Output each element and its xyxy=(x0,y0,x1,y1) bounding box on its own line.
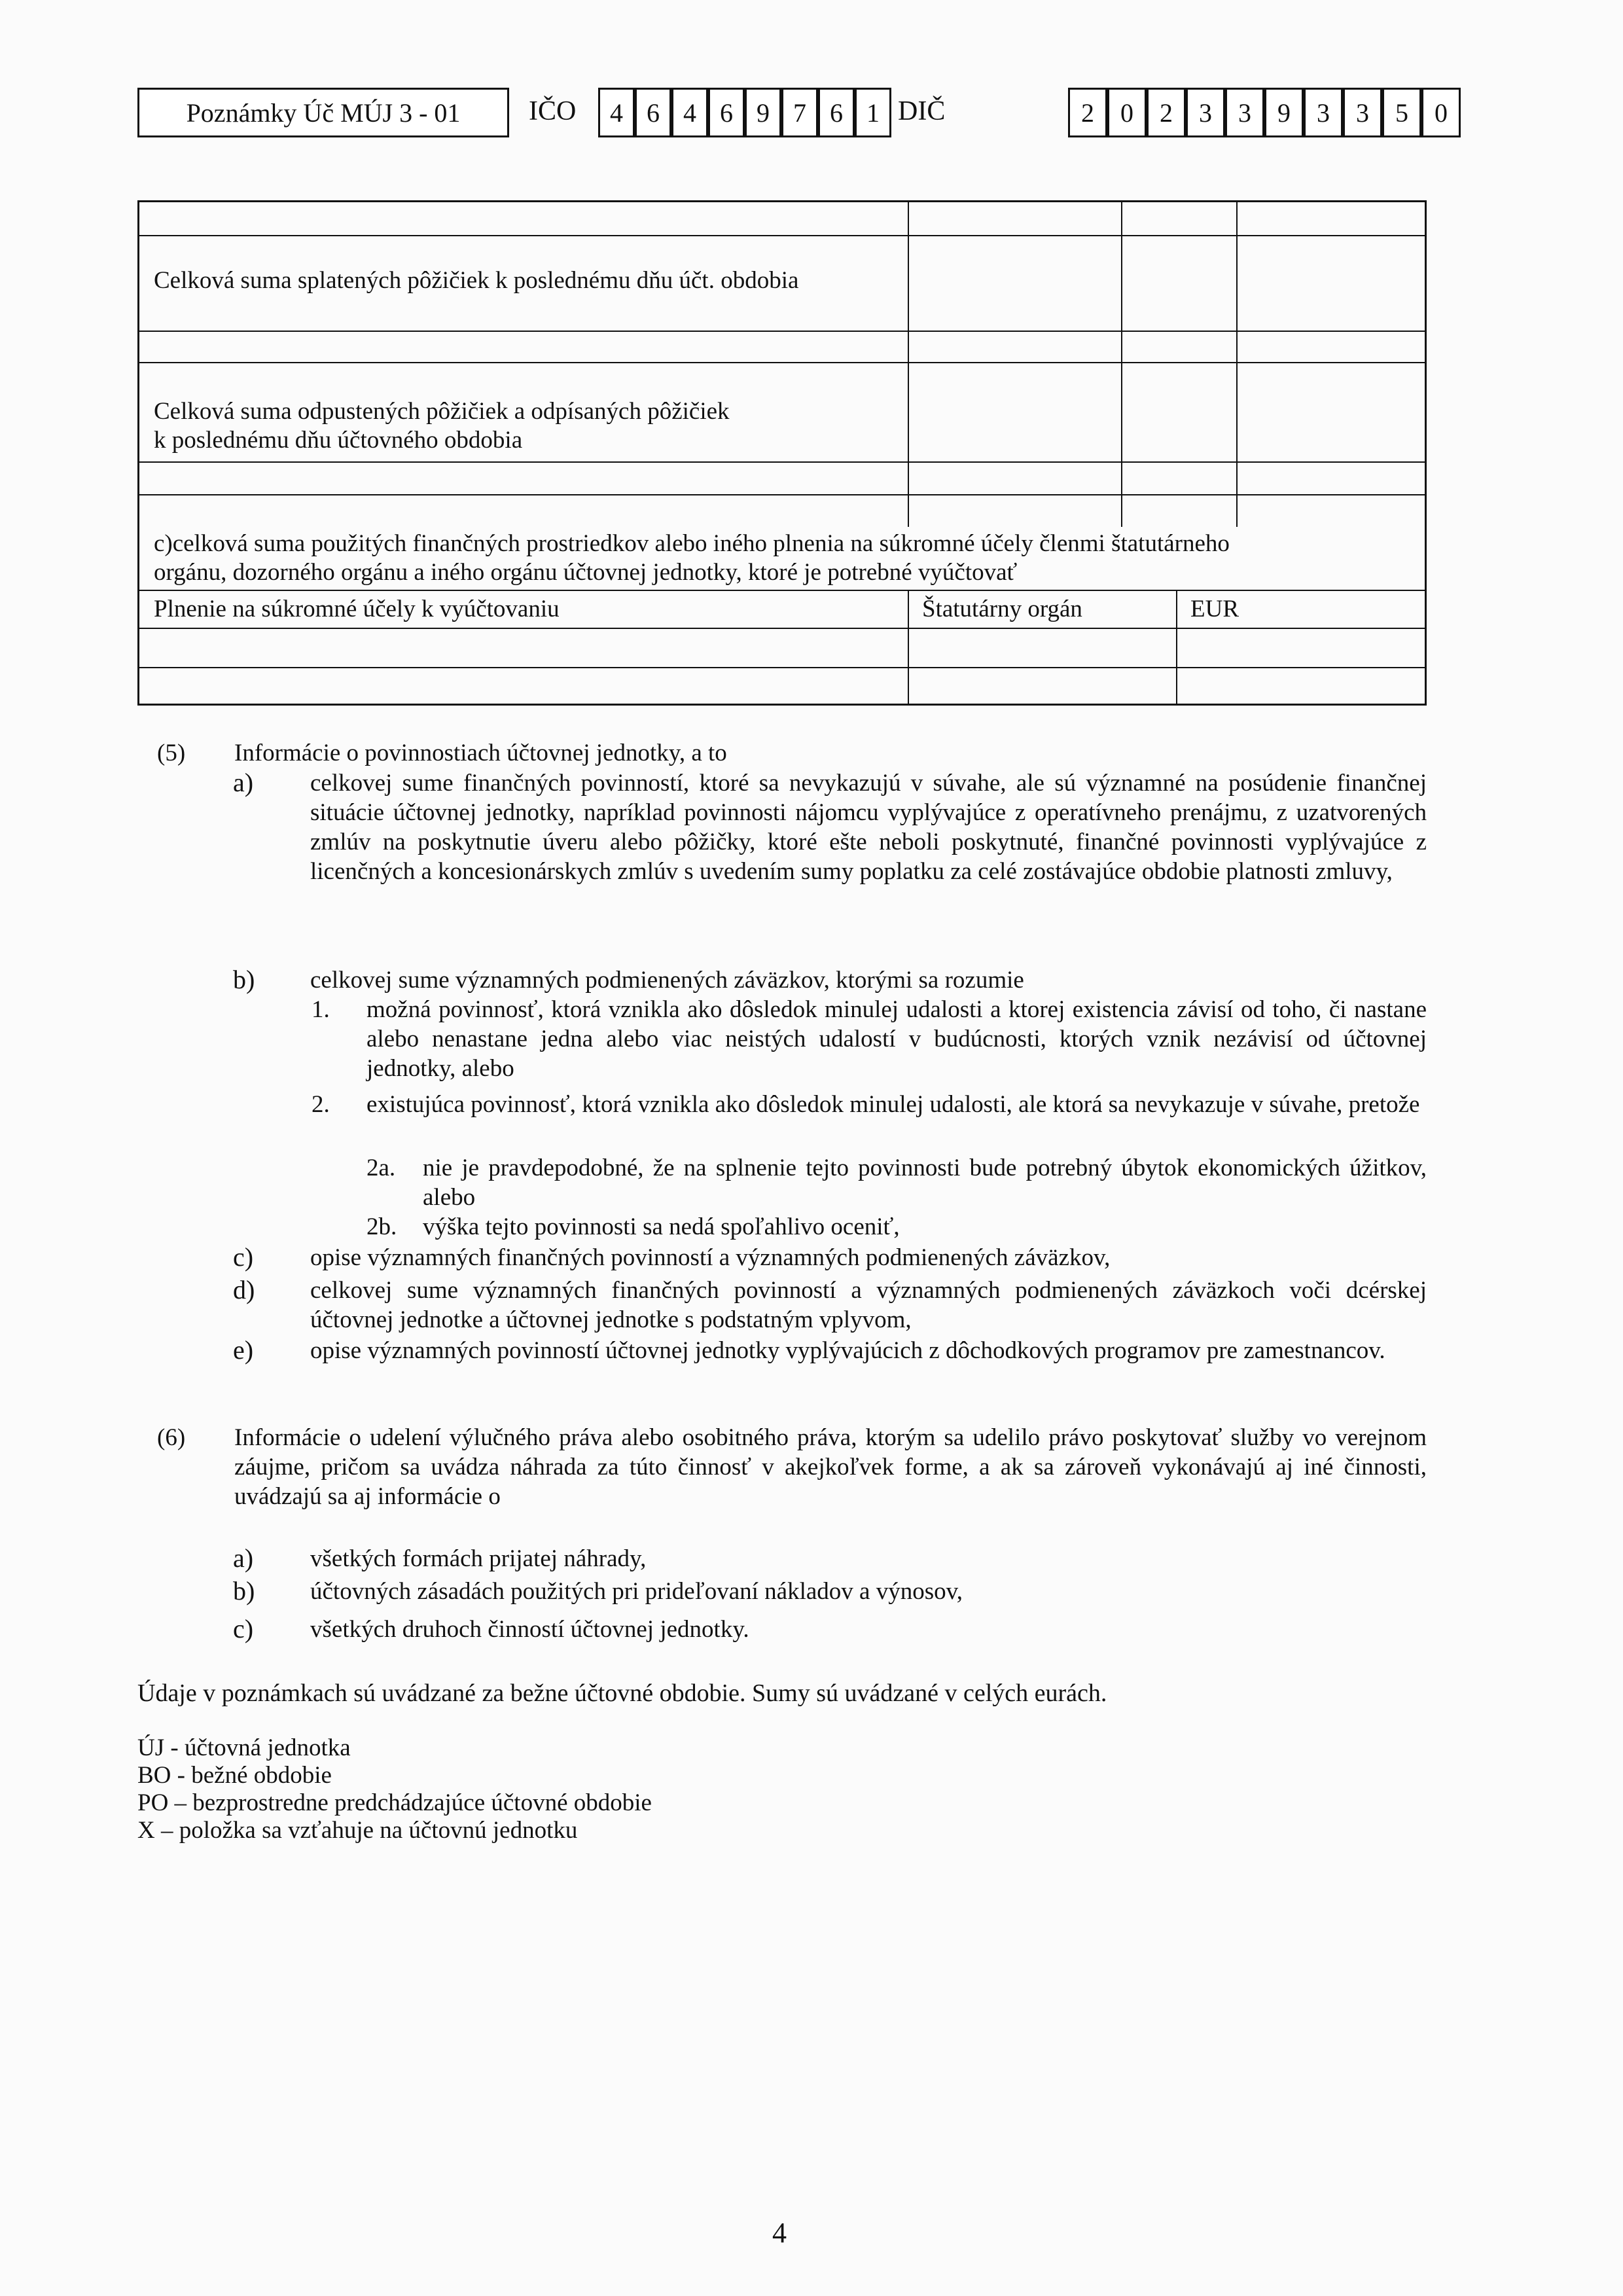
section-6-heading: Informácie o udelení výlučného práva alebo osobitného práva, ktorým sa udelilo právo poskytovať služby vo verejnom záujme, pričom sa uvádza náhrada za túto činnosť v akejkoľvek forme, a ak sa zároveň vykonávajú aj iné činnosti, uvádzajú sa aj informácie o xyxy=(234,1424,1427,1510)
col-header-statutar: Štatutárny orgán xyxy=(922,596,1082,622)
dic-digit: 3 xyxy=(1225,88,1264,137)
section-5-a-label: a) xyxy=(233,768,254,797)
dic-digit: 0 xyxy=(1421,88,1461,137)
table-rule xyxy=(139,461,1425,463)
section-5-c-label: c) xyxy=(233,1242,254,1272)
ico-digit: 6 xyxy=(818,88,855,137)
form-title: Poznámky Úč MÚJ 3 - 01 xyxy=(186,98,461,128)
section-6-c-text: všetkých druhoch činností účtovnej jednotky. xyxy=(310,1616,749,1643)
col-header-plnenie: Plnenie na súkromné účely k vyúčtovaniu xyxy=(154,596,560,622)
table-rule xyxy=(139,628,1425,629)
section-5-a-text: celkovej sume finančných povinností, ktoré sa nevykazujú v súvahe, ale sú významné na posúdenie finančnej situácie účtovnej jednotky, napríklad povinnosti nájomcu vyplývajúce z operatívneho prenájmu, z uzatvorených zmlúv na poskytnutie úveru alebo pôžičky, ktoré ešte neboli poskytnuté, finančné povinnosti vyplývajúce z licenčných a koncesionárskych zmlúv s uvedením sumy poplatku za celé zostávajúce obdobie platnosti zmluvy, xyxy=(310,770,1427,885)
table-rule xyxy=(908,590,909,704)
section-5-b2b-text: výška tejto povinnosti sa nedá spoľahlivo oceniť, xyxy=(423,1213,900,1240)
section-5-b-label: b) xyxy=(233,965,255,994)
table-rule xyxy=(139,235,1425,236)
section-6-a-label: a) xyxy=(233,1543,254,1573)
form-title-box xyxy=(137,88,509,137)
table-rule xyxy=(139,590,1425,591)
dic-label: DIČ xyxy=(898,96,946,126)
dic-digit: 0 xyxy=(1107,88,1147,137)
col-header-eur: EUR xyxy=(1190,596,1239,622)
section-5-e-text: opise významných povinností účtovnej jednotky vyplývajúcich z dôchodkových programov pre zamestnancov. xyxy=(310,1337,1385,1364)
dic-digit: 3 xyxy=(1186,88,1225,137)
dic-digit: 2 xyxy=(1147,88,1186,137)
legend-bo: BO - bežné obdobie xyxy=(137,1762,332,1789)
loans-table xyxy=(137,200,1427,706)
table-rule xyxy=(1236,202,1238,527)
row-forgiven-loans: Celková suma odpustených pôžičiek a odpísaných pôžičiek xyxy=(154,398,730,425)
section-5-e-label: e) xyxy=(233,1335,254,1365)
section-5-c-text: opise významných finančných povinností a významných podmienených záväzkov, xyxy=(310,1244,1111,1271)
section-5-b1-number: 1. xyxy=(312,996,330,1023)
section-c-heading: c)celková suma použitých finančných prostriedkov alebo iného plnenia na súkromné účely členmi štatutárneho xyxy=(154,530,1230,557)
section-5-b2a-text: nie je pravdepodobné, že na splnenie tejto povinnosti bude potrebný úbytok ekonomických úžitkov, alebo xyxy=(423,1155,1427,1211)
table-rule xyxy=(139,494,1425,495)
dic-digit: 5 xyxy=(1382,88,1421,137)
section-5-b2-number: 2. xyxy=(312,1091,330,1118)
table-rule xyxy=(139,362,1425,363)
section-6-number: (6) xyxy=(157,1424,186,1451)
section-6-c-label: c) xyxy=(233,1614,254,1643)
section-c-heading-cont: orgánu, dozorného orgánu a iného orgánu účtovnej jednotky, ktoré je potrebné vyúčtovať xyxy=(154,559,1018,586)
section-6-b-label: b) xyxy=(233,1576,255,1605)
ico-digit: 1 xyxy=(855,88,891,137)
table-rule xyxy=(1121,202,1122,527)
section-5-heading: Informácie o povinnostiach účtovnej jednotky, a to xyxy=(234,740,727,766)
legend-po: PO – bezprostredne predchádzajúce účtovné obdobie xyxy=(137,1789,652,1816)
section-6-b-text: účtovných zásadách použitých pri prideľovaní nákladov a výnosov, xyxy=(310,1578,963,1605)
row-repaid-loans: Celková suma splatených pôžičiek k poslednému dňu účt. obdobia xyxy=(154,267,799,294)
table-rule xyxy=(908,202,909,527)
section-5-b2-text: existujúca povinnosť, ktorá vznikla ako dôsledok minulej udalosti, ale ktorá sa nevykazuje v súvahe, pretože xyxy=(366,1091,1420,1118)
table-rule xyxy=(139,331,1425,332)
row-forgiven-loans-cont: k poslednému dňu účtovného obdobia xyxy=(154,427,523,454)
dic-digit: 9 xyxy=(1264,88,1304,137)
dic-digit: 3 xyxy=(1304,88,1343,137)
section-5-number: (5) xyxy=(157,740,186,766)
ico-digit: 9 xyxy=(745,88,781,137)
legend-uj: ÚJ - účtovná jednotka xyxy=(137,1734,351,1761)
section-5-b-text: celkovej sume významných podmienených záväzkov, ktorými sa rozumie xyxy=(310,967,1024,994)
legend-x: X – položka sa vzťahuje na účtovnú jednotku xyxy=(137,1817,578,1844)
section-5-b2a-number: 2a. xyxy=(366,1155,396,1181)
page-number: 4 xyxy=(772,2217,787,2249)
ico-digit: 4 xyxy=(671,88,708,137)
ico-digit: 4 xyxy=(598,88,635,137)
ico-label: IČO xyxy=(529,96,577,126)
table-rule xyxy=(139,667,1425,668)
ico-digit: 7 xyxy=(781,88,818,137)
ico-digit: 6 xyxy=(708,88,745,137)
table-rule xyxy=(1176,590,1177,704)
section-5-b1-text: možná povinnosť, ktorá vznikla ako dôsledok minulej udalosti a ktorej existencia závisí od toho, či nastane alebo nenastane jedna alebo viac neistých udalostí v budúcnosti, ktorých vznik nezávisí od účtovnej jednotky, alebo xyxy=(366,996,1427,1082)
section-5-d-text: celkovej sume významných finančných povinností a významných podmienených záväzkoch voči dcérskej účtovnej jednotke a účtovnej jednotke s podstatným vplyvom, xyxy=(310,1277,1427,1333)
section-5-d-label: d) xyxy=(233,1275,255,1304)
dic-digit: 2 xyxy=(1068,88,1107,137)
ico-digit: 6 xyxy=(635,88,671,137)
dic-digit: 3 xyxy=(1343,88,1382,137)
section-6-a-text: všetkých formách prijatej náhrady, xyxy=(310,1545,647,1572)
footer-note: Údaje v poznámkach sú uvádzané za bežne účtovné obdobie. Sumy sú uvádzané v celých eurách. xyxy=(137,1679,1107,1707)
section-5-b2b-number: 2b. xyxy=(366,1213,397,1240)
